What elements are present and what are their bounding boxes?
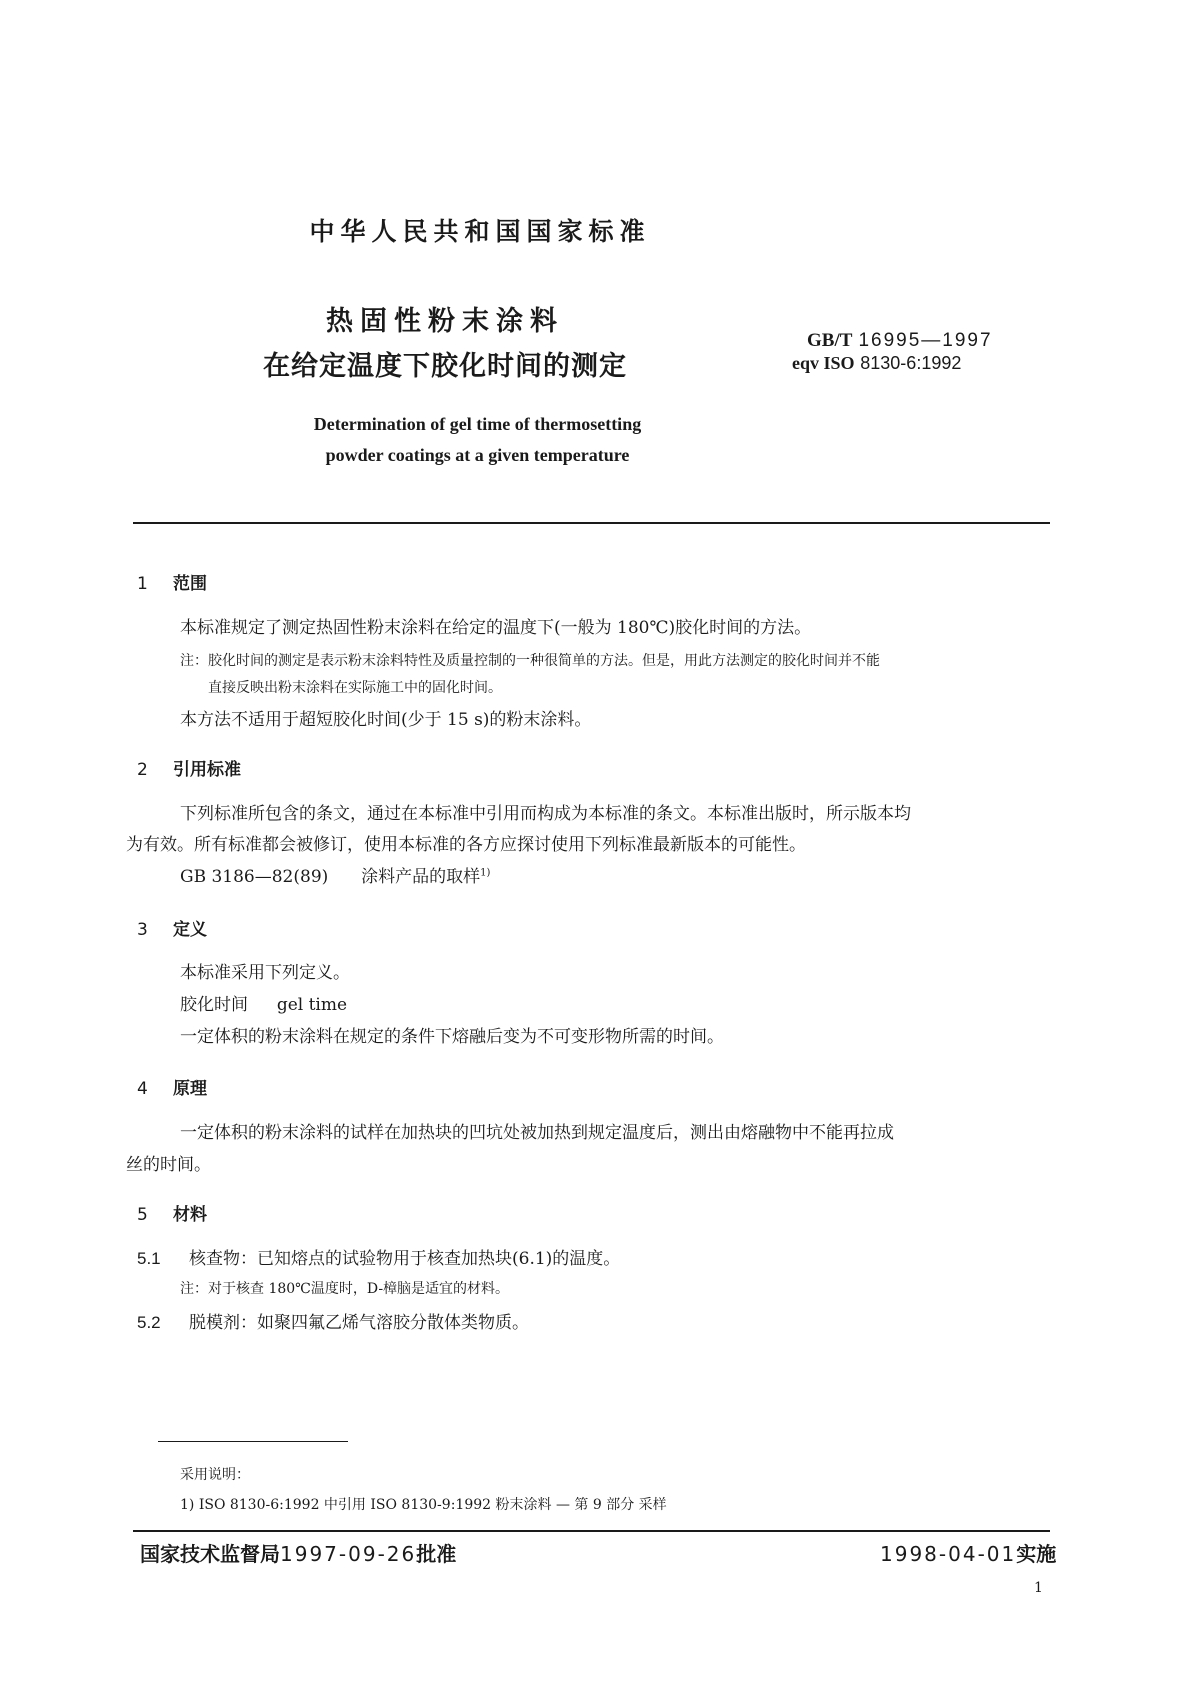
header-divider	[133, 522, 1050, 524]
clause-number: 5.2	[137, 1313, 161, 1332]
section-3-heading	[137, 915, 207, 940]
section-2-heading	[137, 755, 241, 780]
section-1-paragraph-1: 本标准规定了测定热固性粉末涂料在给定的温度下(一般为 180℃)胶化时间的方法。	[180, 618, 812, 638]
clause-text: 核查物：已知熔点的试验物用于核查加热块(6.1)的温度。	[189, 1249, 621, 1269]
section-title: 范围	[173, 574, 207, 594]
equivalent-standard-number: 8130-6:1992	[860, 353, 962, 373]
section-1-paragraph-2: 本方法不适用于超短胶化时间(少于 15 s)的粉末涂料。	[180, 710, 592, 730]
section-title: 原理	[173, 1079, 207, 1099]
effective-label: 实施	[1016, 1542, 1057, 1566]
approval-label: 批准	[416, 1542, 457, 1566]
footnote-heading: 采用说明：	[180, 1467, 250, 1483]
approval-organization: 国家技术监督局	[140, 1542, 280, 1566]
section-4-paragraph-line-2: 丝的时间。	[126, 1155, 211, 1175]
standard-code-prefix: GB/T	[807, 330, 853, 351]
section-1-note-line-2: 直接反映出粉末涂料在实际施工中的固化时间。	[208, 680, 502, 696]
footnote-marker: 1)	[480, 867, 491, 879]
section-2-paragraph-line-1: 下列标准所包含的条文，通过在本标准中引用而构成为本标准的条文。本标准出版时，所示版本均	[180, 804, 911, 824]
section-number: 1	[137, 574, 148, 594]
footnote-divider	[158, 1441, 348, 1442]
referenced-standard-title: 涂料产品的取样	[361, 867, 481, 887]
clause-text: 脱模剂：如聚四氟乙烯气溶胶分散体类物质。	[189, 1313, 529, 1333]
effective-line	[880, 1538, 1056, 1567]
english-title-line-2: powder coatings at a given temperature	[325, 445, 630, 465]
section-title: 定义	[173, 920, 207, 940]
clause-5-2	[137, 1308, 529, 1333]
section-number: 4	[137, 1079, 148, 1099]
footer-divider	[133, 1530, 1050, 1532]
page-number: 1	[1034, 1580, 1043, 1596]
equivalent-standard-prefix: eqv ISO	[792, 353, 855, 373]
section-title: 引用标准	[173, 760, 241, 780]
section-number: 2	[137, 760, 148, 780]
equivalent-standard	[792, 353, 961, 374]
referenced-standard	[180, 862, 490, 887]
standard-code-number: 16995—1997	[858, 330, 993, 351]
term-english: gel time	[276, 995, 348, 1015]
section-3-paragraph-1: 本标准采用下列定义。	[180, 963, 350, 983]
footnote-line-1: 1) ISO 8130-6:1992 中引用 ISO 8130-9:1992 粉末涂料 — 第 9 部分 采样	[180, 1497, 667, 1513]
section-5-heading	[137, 1200, 207, 1225]
term-definition: 一定体积的粉末涂料在规定的条件下熔融后变为不可变形物所需的时间。	[180, 1027, 724, 1047]
term-gel-time	[180, 990, 347, 1015]
referenced-standard-code: GB 3186—82(89)	[180, 867, 329, 887]
section-number: 3	[137, 920, 148, 940]
national-standard-header: 中华人民共和国国家标准	[309, 217, 651, 246]
standard-code	[807, 329, 993, 352]
effective-date: 1998-04-01	[880, 1542, 1017, 1566]
section-4-heading	[137, 1074, 207, 1099]
english-title-line-1: Determination of gel time of thermosetting	[313, 414, 642, 434]
section-1-heading	[137, 569, 207, 594]
section-2-paragraph-line-2: 为有效。所有标准都会被修订，使用本标准的各方应探讨使用下列标准最新版本的可能性。	[126, 835, 806, 855]
chinese-title-line-2: 在给定温度下胶化时间的测定	[263, 351, 627, 382]
clause-5-1	[137, 1244, 620, 1269]
approval-date: 1997-09-26	[280, 1542, 417, 1566]
section-1-note-line-1: 注：胶化时间的测定是表示粉末涂料特性及质量控制的一种很简单的方法。但是，用此方法测定的胶化时间并不能	[180, 653, 880, 669]
chinese-title-line-1: 热固性粉末涂料	[326, 306, 564, 337]
approval-line	[140, 1538, 456, 1567]
section-title: 材料	[173, 1205, 207, 1225]
clause-number: 5.1	[137, 1249, 161, 1268]
section-number: 5	[137, 1205, 148, 1225]
clause-5-1-note: 注：对于核查 180℃温度时，D-樟脑是适宜的材料。	[180, 1281, 510, 1297]
term-chinese: 胶化时间	[180, 995, 248, 1015]
section-4-paragraph-line-1: 一定体积的粉末涂料的试样在加热块的凹坑处被加热到规定温度后，测出由熔融物中不能再拉成	[180, 1123, 894, 1143]
